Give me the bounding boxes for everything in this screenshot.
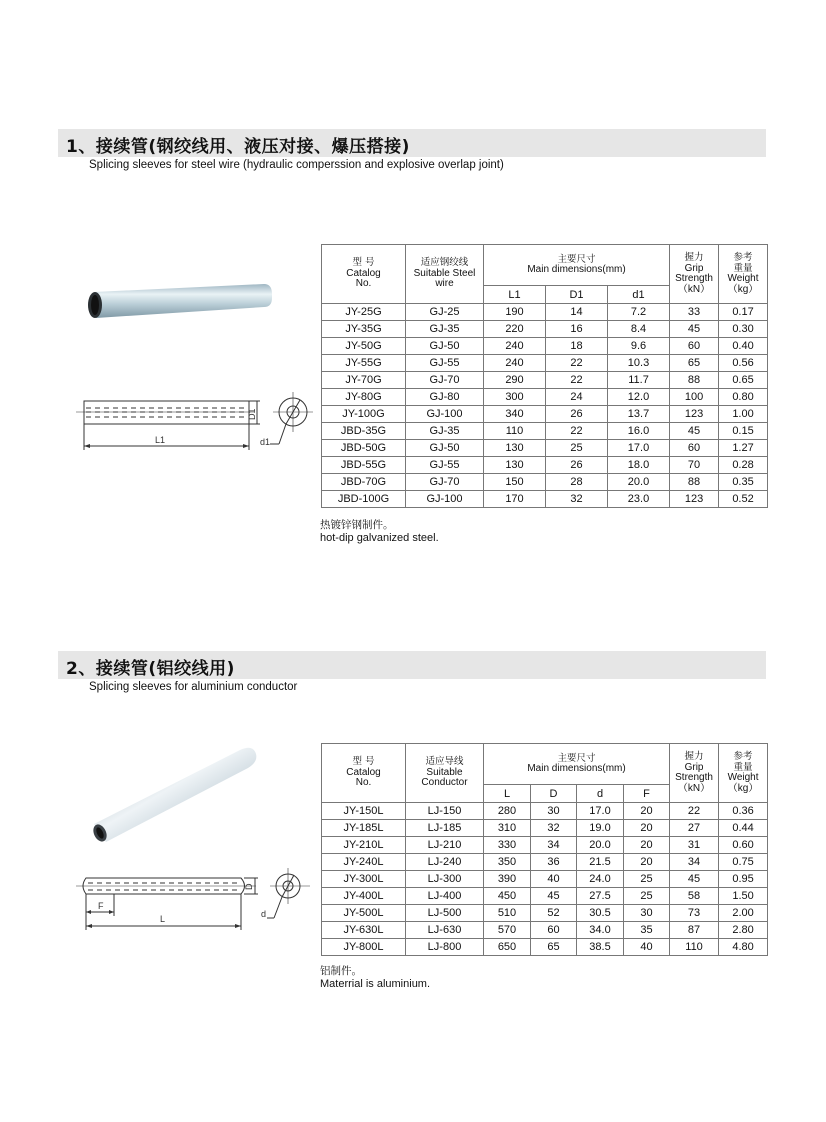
table-cell: 22 xyxy=(546,355,608,372)
table-cell: LJ-800 xyxy=(406,939,484,956)
table-cell: JY-300L xyxy=(322,871,406,888)
table-row xyxy=(322,457,768,474)
steel-sleeve-drawing xyxy=(74,382,314,458)
table-cell: JY-240L xyxy=(322,854,406,871)
table-cell: 330 xyxy=(484,837,531,854)
table-cell: JY-70G xyxy=(322,372,406,389)
table-row xyxy=(322,820,768,837)
drawing1-diameter-label: D1 xyxy=(247,408,257,420)
header-big-d: D xyxy=(531,785,577,803)
section1-subtitle: Splicing sleeves for steel wire (hydraulic comperssion and explosive overlap joint) xyxy=(89,159,504,171)
table-cell: 73 xyxy=(670,905,719,922)
table-cell: 30.5 xyxy=(577,905,624,922)
section2-title: 2、接续管(铝绞线用) xyxy=(66,659,235,679)
table-cell: LJ-500 xyxy=(406,905,484,922)
section2-note-zh: 铝制件。 xyxy=(320,965,362,977)
table-cell: 310 xyxy=(484,820,531,837)
section2-spec-table xyxy=(321,743,768,956)
drawing2-diameter-label: D xyxy=(244,883,254,890)
table-cell: 35 xyxy=(624,922,670,939)
table-cell: JY-100G xyxy=(322,406,406,423)
header-main-dimensions: 主要尺寸 Main dimensions(mm) xyxy=(484,744,670,785)
table-row xyxy=(322,871,768,888)
table-cell: 110 xyxy=(484,423,546,440)
table-cell: 0.44 xyxy=(719,820,768,837)
table-cell: 18.0 xyxy=(608,457,670,474)
table-row xyxy=(322,922,768,939)
table-cell: JY-400L xyxy=(322,888,406,905)
table-cell: 650 xyxy=(484,939,531,956)
table-cell: JBD-55G xyxy=(322,457,406,474)
table-cell: 20 xyxy=(624,820,670,837)
table-cell: 240 xyxy=(484,338,546,355)
table-cell: LJ-300 xyxy=(406,871,484,888)
header-l: L xyxy=(484,785,531,803)
table-cell: JY-50G xyxy=(322,338,406,355)
table-cell: 2.00 xyxy=(719,905,768,922)
table-cell: 34.0 xyxy=(577,922,624,939)
table-cell: 70 xyxy=(670,457,719,474)
table-cell: 130 xyxy=(484,457,546,474)
table-cell: JY-80G xyxy=(322,389,406,406)
table-row xyxy=(322,338,768,355)
table-cell: 65 xyxy=(670,355,719,372)
table-cell: 27.5 xyxy=(577,888,624,905)
table-cell: LJ-210 xyxy=(406,837,484,854)
table-cell: 34 xyxy=(531,837,577,854)
table-cell: JY-185L xyxy=(322,820,406,837)
drawing2-length-label: L xyxy=(160,914,166,924)
table-cell: GJ-70 xyxy=(406,372,484,389)
drawing1-inner-label: d1 xyxy=(260,437,271,447)
table-cell: 7.2 xyxy=(608,304,670,321)
table-cell: 150 xyxy=(484,474,546,491)
table-cell: 123 xyxy=(670,491,719,508)
section2-note xyxy=(320,965,430,991)
table-cell: 9.6 xyxy=(608,338,670,355)
drawing2-offset-label: F xyxy=(98,901,104,911)
drawing1-length-label: L1 xyxy=(155,435,166,445)
table-cell: 45 xyxy=(670,321,719,338)
table-row xyxy=(322,837,768,854)
table-cell: 25 xyxy=(546,440,608,457)
table-cell: JY-210L xyxy=(322,837,406,854)
table-cell: 60 xyxy=(670,338,719,355)
section2-subtitle: Splicing sleeves for aluminium conductor xyxy=(89,681,298,693)
table-cell: 60 xyxy=(531,922,577,939)
table-cell: JY-25G xyxy=(322,304,406,321)
table-cell: 88 xyxy=(670,474,719,491)
table-cell: 1.27 xyxy=(719,440,768,457)
table-cell: 26 xyxy=(546,406,608,423)
section1-note-en: hot-dip galvanized steel. xyxy=(320,532,439,544)
table-cell: 31 xyxy=(670,837,719,854)
table-cell: 30 xyxy=(531,803,577,820)
section1-note-zh: 热镀锌钢制件。 xyxy=(320,519,394,531)
table-cell: GJ-35 xyxy=(406,423,484,440)
table-cell: 26 xyxy=(546,457,608,474)
table-cell: 45 xyxy=(531,888,577,905)
table-cell: LJ-400 xyxy=(406,888,484,905)
table-cell: 340 xyxy=(484,406,546,423)
table-cell: 30 xyxy=(624,905,670,922)
table-cell: 0.30 xyxy=(719,321,768,338)
table-cell: 2.80 xyxy=(719,922,768,939)
table-cell: LJ-185 xyxy=(406,820,484,837)
table-cell: 0.40 xyxy=(719,338,768,355)
table-cell: 1.00 xyxy=(719,406,768,423)
table-cell: 22 xyxy=(546,423,608,440)
table-cell: 16 xyxy=(546,321,608,338)
section1-spec-table xyxy=(321,244,768,508)
header-main-dimensions: 主要尺寸 Main dimensions(mm) xyxy=(484,245,670,286)
table-cell: GJ-55 xyxy=(406,457,484,474)
table-cell: 24 xyxy=(546,389,608,406)
table-cell: 350 xyxy=(484,854,531,871)
table-cell: 34 xyxy=(670,854,719,871)
table-cell: 60 xyxy=(670,440,719,457)
table-cell: 23.0 xyxy=(608,491,670,508)
table-cell: 38.5 xyxy=(577,939,624,956)
header-grip-strength: 握力 Grip Strength （kN） xyxy=(670,245,719,304)
section2-note-en: Materrial is aluminium. xyxy=(320,978,431,990)
table-cell: 28 xyxy=(546,474,608,491)
section1-note xyxy=(320,519,439,545)
table-cell: 40 xyxy=(624,939,670,956)
table-cell: 0.95 xyxy=(719,871,768,888)
table-cell: JY-150L xyxy=(322,803,406,820)
table-cell: GJ-80 xyxy=(406,389,484,406)
table-cell: GJ-50 xyxy=(406,338,484,355)
table-row xyxy=(322,355,768,372)
table-cell: JY-35G xyxy=(322,321,406,338)
table-cell: 36 xyxy=(531,854,577,871)
table-cell: 58 xyxy=(670,888,719,905)
table-cell: 0.75 xyxy=(719,854,768,871)
table-cell: 8.4 xyxy=(608,321,670,338)
header-small-d1: d1 xyxy=(608,286,670,304)
table-cell: 450 xyxy=(484,888,531,905)
table-cell: JY-800L xyxy=(322,939,406,956)
table-cell: 19.0 xyxy=(577,820,624,837)
table-cell: 4.80 xyxy=(719,939,768,956)
table-cell: 0.35 xyxy=(719,474,768,491)
table-cell: 130 xyxy=(484,440,546,457)
table-cell: 0.56 xyxy=(719,355,768,372)
header-catalog: 型 号 Catalog No. xyxy=(322,245,406,304)
table-cell: 45 xyxy=(670,871,719,888)
aluminium-sleeve-drawing xyxy=(76,866,312,934)
table-cell: 10.3 xyxy=(608,355,670,372)
table-cell: 22 xyxy=(546,372,608,389)
table-cell: 22 xyxy=(670,803,719,820)
table-cell: 40 xyxy=(531,871,577,888)
table-cell: 290 xyxy=(484,372,546,389)
aluminium-sleeve-photo xyxy=(90,744,262,844)
table-cell: 100 xyxy=(670,389,719,406)
section1-title: 1、接续管(钢绞线用、液压对接、爆压搭接) xyxy=(66,137,410,157)
drawing2-inner-label: d xyxy=(261,909,267,919)
table-row xyxy=(322,389,768,406)
table-cell: 20.0 xyxy=(608,474,670,491)
table-cell: JY-55G xyxy=(322,355,406,372)
table-row xyxy=(322,905,768,922)
table-row xyxy=(322,304,768,321)
table-cell: 20 xyxy=(624,854,670,871)
table-cell: 510 xyxy=(484,905,531,922)
table-cell: GJ-70 xyxy=(406,474,484,491)
table-cell: 17.0 xyxy=(577,803,624,820)
table-cell: 65 xyxy=(531,939,577,956)
table-cell: 0.17 xyxy=(719,304,768,321)
table-cell: 0.36 xyxy=(719,803,768,820)
table-cell: 220 xyxy=(484,321,546,338)
steel-sleeve-photo xyxy=(84,282,274,322)
table-cell: JBD-100G xyxy=(322,491,406,508)
table-row xyxy=(322,939,768,956)
table-cell: 25 xyxy=(624,888,670,905)
table-cell: 300 xyxy=(484,389,546,406)
table-cell: 21.5 xyxy=(577,854,624,871)
table-cell: 25 xyxy=(624,871,670,888)
header-l1: L1 xyxy=(484,286,546,304)
table-cell: 32 xyxy=(546,491,608,508)
table-cell: 0.52 xyxy=(719,491,768,508)
table-row xyxy=(322,854,768,871)
table-row xyxy=(322,474,768,491)
table-cell: 52 xyxy=(531,905,577,922)
header-d1: D1 xyxy=(546,286,608,304)
table-cell: 570 xyxy=(484,922,531,939)
table-cell: GJ-55 xyxy=(406,355,484,372)
table-cell: 11.7 xyxy=(608,372,670,389)
table-cell: 123 xyxy=(670,406,719,423)
table-cell: GJ-100 xyxy=(406,491,484,508)
table-cell: 33 xyxy=(670,304,719,321)
table-cell: 190 xyxy=(484,304,546,321)
table-cell: GJ-25 xyxy=(406,304,484,321)
table-row xyxy=(322,423,768,440)
table-cell: 1.50 xyxy=(719,888,768,905)
table-row xyxy=(322,888,768,905)
table-cell: 13.7 xyxy=(608,406,670,423)
header-weight: 参考 重量 Weight （kg） xyxy=(719,744,768,803)
table-cell: GJ-35 xyxy=(406,321,484,338)
header-suitable-conductor: 适应导线 Suitable Conductor xyxy=(406,744,484,803)
table-cell: 24.0 xyxy=(577,871,624,888)
table-row xyxy=(322,491,768,508)
header-catalog: 型 号 Catalog No. xyxy=(322,744,406,803)
table-cell: 280 xyxy=(484,803,531,820)
table-cell: LJ-150 xyxy=(406,803,484,820)
table-cell: 18 xyxy=(546,338,608,355)
table-cell: 87 xyxy=(670,922,719,939)
table-cell: 240 xyxy=(484,355,546,372)
table-cell: JY-500L xyxy=(322,905,406,922)
table-cell: 20 xyxy=(624,803,670,820)
table-cell: 0.65 xyxy=(719,372,768,389)
table-cell: 27 xyxy=(670,820,719,837)
table-cell: 12.0 xyxy=(608,389,670,406)
table-cell: 390 xyxy=(484,871,531,888)
table-cell: 110 xyxy=(670,939,719,956)
table-cell: 14 xyxy=(546,304,608,321)
table-cell: LJ-240 xyxy=(406,854,484,871)
header-suitable-wire: 适应钢绞线 Suitable Steel wire xyxy=(406,245,484,304)
table-cell: JBD-35G xyxy=(322,423,406,440)
table-cell: GJ-100 xyxy=(406,406,484,423)
table-cell: 20.0 xyxy=(577,837,624,854)
table-cell: 0.80 xyxy=(719,389,768,406)
header-weight: 参考 重量 Weight （kg） xyxy=(719,245,768,304)
table-cell: 170 xyxy=(484,491,546,508)
section2-header-bar xyxy=(58,651,766,679)
table-row xyxy=(322,321,768,338)
table-cell: JY-630L xyxy=(322,922,406,939)
table-cell: 45 xyxy=(670,423,719,440)
header-grip-strength: 握力 Grip Strength （kN） xyxy=(670,744,719,803)
table-cell: 0.60 xyxy=(719,837,768,854)
table-cell: 0.28 xyxy=(719,457,768,474)
table-cell: 88 xyxy=(670,372,719,389)
table-cell: 17.0 xyxy=(608,440,670,457)
table-row xyxy=(322,440,768,457)
header-f: F xyxy=(624,785,670,803)
table-cell: JBD-70G xyxy=(322,474,406,491)
section1-header-bar xyxy=(58,129,766,157)
table-row xyxy=(322,803,768,820)
table-cell: 20 xyxy=(624,837,670,854)
header-small-d: d xyxy=(577,785,624,803)
table-cell: GJ-50 xyxy=(406,440,484,457)
table-cell: LJ-630 xyxy=(406,922,484,939)
table-row xyxy=(322,372,768,389)
table-row xyxy=(322,406,768,423)
table-cell: 32 xyxy=(531,820,577,837)
table-cell: 0.15 xyxy=(719,423,768,440)
table-cell: JBD-50G xyxy=(322,440,406,457)
table-cell: 16.0 xyxy=(608,423,670,440)
